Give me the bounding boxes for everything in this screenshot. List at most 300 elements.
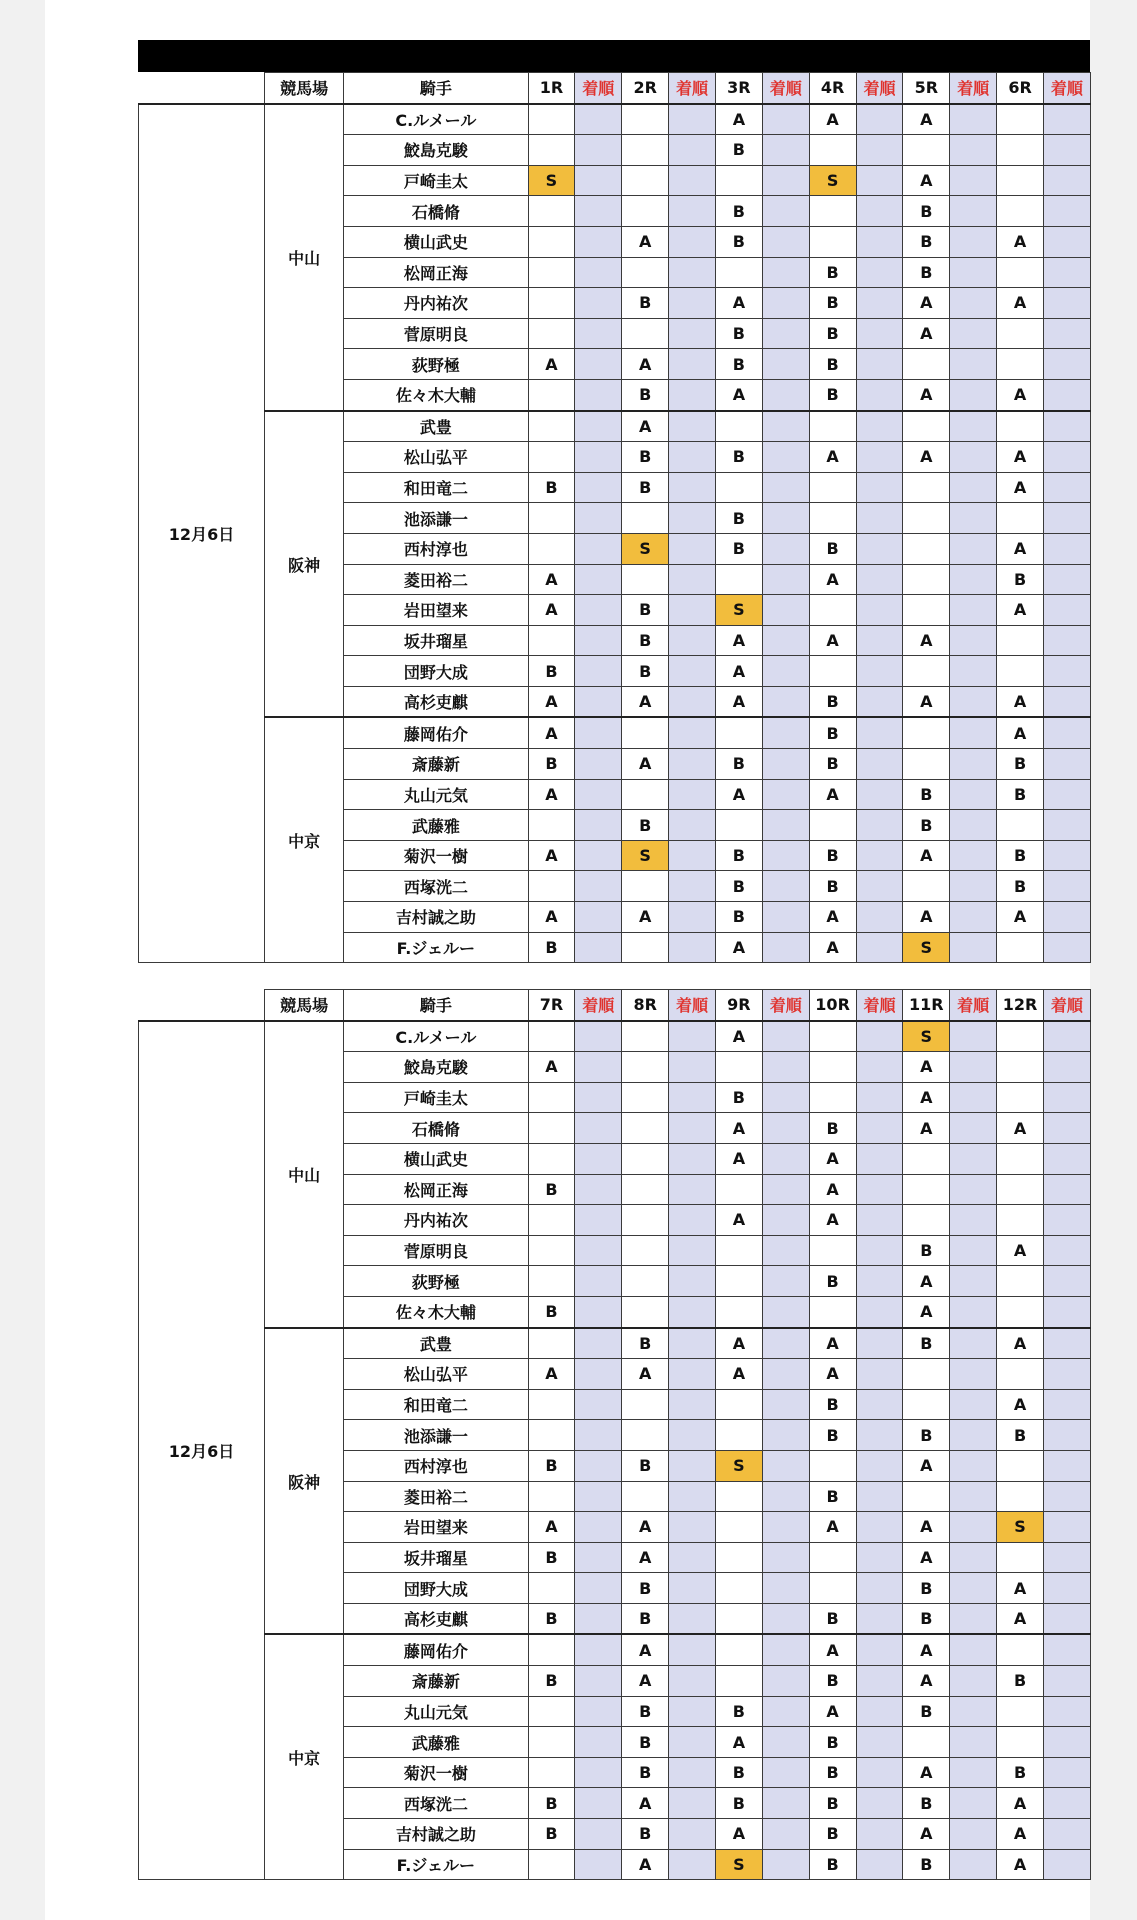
mark-cell: [622, 1235, 669, 1266]
order-cell: [1043, 1143, 1090, 1174]
jockey-cell: 松岡正海: [344, 1174, 528, 1205]
jockey-cell: 戸崎圭太: [344, 1082, 528, 1113]
order-cell: [856, 1420, 903, 1451]
mark-cell: [528, 226, 575, 257]
mark-cell: [997, 1450, 1044, 1481]
header-race: 5R: [903, 73, 950, 104]
mark-cell: B: [528, 1450, 575, 1481]
mark-cell: [715, 411, 762, 442]
mark-cell: S: [809, 165, 856, 196]
order-cell: [1043, 135, 1090, 166]
order-cell: [1043, 1573, 1090, 1604]
header-race: 10R: [809, 990, 856, 1021]
mark-cell: B: [903, 1849, 950, 1880]
mark-cell: [809, 226, 856, 257]
order-cell: [669, 1143, 716, 1174]
order-cell: [856, 779, 903, 810]
mark-cell: B: [903, 779, 950, 810]
order-cell: [762, 104, 809, 135]
mark-cell: A: [528, 902, 575, 933]
order-cell: [856, 1727, 903, 1758]
mark-cell: A: [715, 1021, 762, 1052]
date-cell: 12月6日: [139, 1021, 265, 1880]
order-cell: [575, 656, 622, 687]
mark-cell: A: [715, 288, 762, 319]
jockey-cell: 横山武史: [344, 226, 528, 257]
mark-cell: [528, 1634, 575, 1665]
order-cell: [762, 196, 809, 227]
order-cell: [762, 257, 809, 288]
mark-cell: [809, 1052, 856, 1083]
mark-cell: [903, 349, 950, 380]
jockey-cell: 松岡正海: [344, 257, 528, 288]
mark-cell: A: [903, 1666, 950, 1697]
header-order: 着順: [669, 73, 716, 104]
mark-cell: A: [622, 1512, 669, 1543]
order-cell: [762, 810, 809, 841]
order-cell: [1043, 1205, 1090, 1236]
header-race: 8R: [622, 990, 669, 1021]
mark-cell: A: [715, 1819, 762, 1850]
mark-cell: [809, 595, 856, 626]
order-cell: [669, 1174, 716, 1205]
mark-cell: A: [809, 1359, 856, 1390]
mark-cell: B: [715, 1757, 762, 1788]
mark-cell: B: [997, 564, 1044, 595]
order-cell: [575, 1542, 622, 1573]
mark-cell: [997, 411, 1044, 442]
order-cell: [1043, 1359, 1090, 1390]
mark-cell: B: [809, 1788, 856, 1819]
jockey-cell: 菊沢一樹: [344, 840, 528, 871]
mark-cell: A: [715, 1113, 762, 1144]
mark-cell: [528, 1082, 575, 1113]
order-cell: [575, 226, 622, 257]
jockey-cell: 菱田裕二: [344, 1481, 528, 1512]
order-cell: [669, 104, 716, 135]
header-order: 着順: [856, 73, 903, 104]
order-cell: [1043, 1819, 1090, 1850]
mark-cell: [715, 1235, 762, 1266]
order-cell: [575, 165, 622, 196]
order-cell: [575, 564, 622, 595]
mark-cell: S: [903, 932, 950, 963]
mark-cell: A: [809, 1696, 856, 1727]
jockey-cell: 鮫島克駿: [344, 1052, 528, 1083]
order-cell: [856, 871, 903, 902]
jockey-cell: 松山弘平: [344, 442, 528, 473]
order-cell: [950, 1052, 997, 1083]
order-cell: [1043, 257, 1090, 288]
mark-cell: [903, 1174, 950, 1205]
mark-cell: B: [997, 871, 1044, 902]
mark-cell: A: [715, 932, 762, 963]
order-cell: [1043, 749, 1090, 780]
order-cell: [575, 1634, 622, 1665]
order-cell: [762, 564, 809, 595]
order-cell: [1043, 1481, 1090, 1512]
order-cell: [1043, 1696, 1090, 1727]
order-cell: [1043, 1603, 1090, 1634]
order-cell: [1043, 810, 1090, 841]
mark-cell: A: [715, 1205, 762, 1236]
order-cell: [856, 840, 903, 871]
mark-cell: [997, 656, 1044, 687]
jockey-cell: 丹内祐次: [344, 288, 528, 319]
order-cell: [762, 1788, 809, 1819]
mark-cell: [809, 196, 856, 227]
table-row: [139, 1328, 1091, 1359]
mark-cell: S: [622, 533, 669, 564]
order-cell: [950, 1573, 997, 1604]
order-cell: [762, 1481, 809, 1512]
order-cell: [856, 656, 903, 687]
jockey-cell: 吉村誠之助: [344, 1819, 528, 1850]
mark-cell: [997, 349, 1044, 380]
mark-cell: B: [809, 1849, 856, 1880]
order-cell: [950, 1420, 997, 1451]
mark-cell: B: [528, 1819, 575, 1850]
order-cell: [669, 625, 716, 656]
mark-cell: B: [903, 226, 950, 257]
mark-cell: A: [528, 1359, 575, 1390]
mark-cell: B: [715, 1082, 762, 1113]
order-cell: [762, 1819, 809, 1850]
order-cell: [575, 1021, 622, 1052]
mark-cell: [715, 1052, 762, 1083]
order-cell: [575, 749, 622, 780]
mark-cell: A: [997, 1788, 1044, 1819]
jockey-cell: 武豊: [344, 1328, 528, 1359]
jockey-cell: 横山武史: [344, 1143, 528, 1174]
mark-cell: A: [997, 442, 1044, 473]
mark-cell: [715, 810, 762, 841]
order-cell: [950, 1113, 997, 1144]
order-cell: [1043, 1389, 1090, 1420]
jockey-cell: 和田竜二: [344, 472, 528, 503]
order-cell: [762, 1573, 809, 1604]
mark-cell: A: [809, 1634, 856, 1665]
order-cell: [950, 135, 997, 166]
mark-cell: [809, 411, 856, 442]
order-cell: [950, 564, 997, 595]
order-cell: [950, 1666, 997, 1697]
jockey-cell: 荻野極: [344, 1266, 528, 1297]
order-cell: [669, 1205, 716, 1236]
order-cell: [762, 1021, 809, 1052]
jockey-cell: 岩田望来: [344, 595, 528, 626]
mark-cell: A: [997, 379, 1044, 410]
order-cell: [1043, 871, 1090, 902]
order-cell: [669, 1512, 716, 1543]
order-cell: [669, 411, 716, 442]
mark-cell: A: [809, 1328, 856, 1359]
order-cell: [950, 749, 997, 780]
mark-cell: A: [715, 779, 762, 810]
order-cell: [950, 1481, 997, 1512]
mark-cell: [528, 625, 575, 656]
order-cell: [950, 902, 997, 933]
order-cell: [669, 717, 716, 748]
mark-cell: [903, 1389, 950, 1420]
mark-cell: A: [528, 686, 575, 717]
order-cell: [856, 1359, 903, 1390]
mark-cell: [622, 503, 669, 534]
order-cell: [762, 1266, 809, 1297]
order-cell: [1043, 1296, 1090, 1327]
table-row: [139, 1021, 1091, 1052]
mark-cell: A: [809, 104, 856, 135]
order-cell: [669, 656, 716, 687]
order-cell: [1043, 379, 1090, 410]
order-cell: [856, 1696, 903, 1727]
order-cell: [950, 1512, 997, 1543]
order-cell: [669, 779, 716, 810]
order-cell: [575, 871, 622, 902]
order-cell: [1043, 625, 1090, 656]
mark-cell: B: [715, 503, 762, 534]
order-cell: [762, 1174, 809, 1205]
order-cell: [762, 165, 809, 196]
order-cell: [1043, 932, 1090, 963]
mark-cell: [997, 1052, 1044, 1083]
mark-cell: A: [528, 564, 575, 595]
order-cell: [762, 686, 809, 717]
jockey-cell: 岩田望来: [344, 1512, 528, 1543]
mark-cell: [528, 1727, 575, 1758]
mark-cell: S: [715, 595, 762, 626]
jockey-cell: 西村淳也: [344, 533, 528, 564]
date-cell: 12月6日: [139, 104, 265, 963]
order-cell: [950, 595, 997, 626]
order-cell: [950, 1235, 997, 1266]
mark-cell: A: [997, 902, 1044, 933]
mark-cell: S: [997, 1512, 1044, 1543]
mark-cell: A: [997, 1573, 1044, 1604]
order-cell: [1043, 318, 1090, 349]
mark-cell: [528, 379, 575, 410]
mark-cell: B: [903, 1328, 950, 1359]
order-cell: [575, 472, 622, 503]
mark-cell: [997, 1481, 1044, 1512]
order-cell: [669, 165, 716, 196]
mark-cell: B: [715, 1788, 762, 1819]
mark-cell: A: [622, 1666, 669, 1697]
mark-cell: A: [903, 902, 950, 933]
order-cell: [856, 226, 903, 257]
order-cell: [1043, 1420, 1090, 1451]
mark-cell: [528, 1328, 575, 1359]
order-cell: [1043, 686, 1090, 717]
order-cell: [950, 1788, 997, 1819]
order-cell: [950, 472, 997, 503]
order-cell: [575, 1788, 622, 1819]
order-cell: [575, 288, 622, 319]
mark-cell: [903, 656, 950, 687]
mark-cell: A: [809, 442, 856, 473]
order-cell: [575, 1481, 622, 1512]
order-cell: [669, 1082, 716, 1113]
mark-cell: B: [715, 749, 762, 780]
order-cell: [856, 349, 903, 380]
mark-cell: B: [809, 533, 856, 564]
order-cell: [1043, 595, 1090, 626]
mark-cell: A: [715, 1727, 762, 1758]
mark-cell: [809, 1450, 856, 1481]
mark-cell: [809, 472, 856, 503]
order-cell: [575, 1143, 622, 1174]
order-cell: [1043, 1727, 1090, 1758]
order-cell: [950, 1542, 997, 1573]
mark-cell: B: [715, 840, 762, 871]
order-cell: [1043, 165, 1090, 196]
order-cell: [856, 749, 903, 780]
header-row: [139, 73, 1091, 104]
jockey-cell: 池添謙一: [344, 503, 528, 534]
order-cell: [575, 1573, 622, 1604]
order-cell: [762, 871, 809, 902]
mark-cell: [715, 1481, 762, 1512]
order-cell: [575, 1205, 622, 1236]
order-cell: [575, 1603, 622, 1634]
order-cell: [575, 1052, 622, 1083]
mark-cell: [809, 656, 856, 687]
mark-cell: B: [528, 656, 575, 687]
order-cell: [1043, 226, 1090, 257]
mark-cell: [715, 1573, 762, 1604]
mark-cell: B: [809, 1266, 856, 1297]
mark-cell: A: [528, 717, 575, 748]
order-cell: [762, 472, 809, 503]
order-cell: [575, 503, 622, 534]
jockey-cell: 菊沢一樹: [344, 1757, 528, 1788]
order-cell: [762, 1512, 809, 1543]
mark-cell: A: [622, 686, 669, 717]
order-cell: [856, 472, 903, 503]
jockey-cell: 団野大成: [344, 656, 528, 687]
order-cell: [856, 1819, 903, 1850]
order-cell: [762, 442, 809, 473]
mark-cell: [715, 1666, 762, 1697]
mark-cell: [528, 1021, 575, 1052]
jockey-cell: 松山弘平: [344, 1359, 528, 1390]
order-cell: [762, 1542, 809, 1573]
mark-cell: [997, 1205, 1044, 1236]
mark-cell: [809, 1021, 856, 1052]
order-cell: [950, 686, 997, 717]
order-cell: [1043, 1512, 1090, 1543]
header-race: 3R: [715, 73, 762, 104]
order-cell: [856, 1603, 903, 1634]
mark-cell: A: [997, 288, 1044, 319]
mark-cell: A: [903, 1296, 950, 1327]
order-cell: [762, 1450, 809, 1481]
mark-cell: [622, 257, 669, 288]
order-cell: [669, 1542, 716, 1573]
mark-cell: [715, 1603, 762, 1634]
mark-cell: [715, 165, 762, 196]
mark-cell: B: [622, 1573, 669, 1604]
jockey-cell: 荻野極: [344, 349, 528, 380]
order-cell: [669, 1450, 716, 1481]
mark-cell: A: [903, 1512, 950, 1543]
mark-cell: [622, 196, 669, 227]
mark-cell: A: [622, 226, 669, 257]
order-cell: [762, 135, 809, 166]
mark-cell: S: [622, 840, 669, 871]
mark-cell: B: [528, 1296, 575, 1327]
mark-cell: B: [809, 1389, 856, 1420]
order-cell: [762, 595, 809, 626]
order-cell: [575, 625, 622, 656]
mark-cell: B: [809, 1603, 856, 1634]
mark-cell: B: [715, 226, 762, 257]
mark-cell: A: [997, 595, 1044, 626]
mark-cell: A: [715, 1328, 762, 1359]
header-race: 4R: [809, 73, 856, 104]
mark-cell: [997, 1359, 1044, 1390]
order-cell: [669, 1052, 716, 1083]
order-cell: [575, 411, 622, 442]
order-cell: [575, 1328, 622, 1359]
mark-cell: B: [528, 932, 575, 963]
mark-cell: [997, 257, 1044, 288]
mark-cell: [622, 564, 669, 595]
mark-cell: A: [715, 625, 762, 656]
mark-cell: [622, 1420, 669, 1451]
mark-cell: [622, 1296, 669, 1327]
order-cell: [669, 1359, 716, 1390]
order-cell: [669, 1849, 716, 1880]
order-cell: [669, 318, 716, 349]
mark-cell: B: [622, 1603, 669, 1634]
order-cell: [762, 1113, 809, 1144]
mark-cell: [715, 1296, 762, 1327]
header-race: 12R: [997, 990, 1044, 1021]
order-cell: [950, 1634, 997, 1665]
mark-cell: A: [903, 1052, 950, 1083]
order-cell: [856, 1174, 903, 1205]
mark-cell: A: [715, 656, 762, 687]
jockey-cell: 武藤雅: [344, 1727, 528, 1758]
mark-cell: [903, 1359, 950, 1390]
mark-cell: B: [715, 349, 762, 380]
order-cell: [669, 257, 716, 288]
mark-cell: [622, 1174, 669, 1205]
order-cell: [950, 1266, 997, 1297]
mark-cell: A: [528, 1512, 575, 1543]
jockey-cell: 鮫島克駿: [344, 135, 528, 166]
order-cell: [856, 1266, 903, 1297]
order-cell: [762, 1082, 809, 1113]
order-cell: [575, 349, 622, 380]
order-cell: [950, 625, 997, 656]
mark-cell: A: [528, 595, 575, 626]
mark-cell: B: [528, 1174, 575, 1205]
order-cell: [856, 932, 903, 963]
mark-cell: B: [903, 1235, 950, 1266]
mark-cell: B: [809, 379, 856, 410]
order-cell: [669, 686, 716, 717]
header-corner-cell: [139, 73, 265, 104]
order-cell: [575, 257, 622, 288]
order-cell: [950, 257, 997, 288]
order-cell: [856, 257, 903, 288]
mark-cell: [903, 1727, 950, 1758]
mark-cell: A: [715, 686, 762, 717]
jockey-cell: 高杉吏麒: [344, 686, 528, 717]
mark-cell: B: [622, 1819, 669, 1850]
